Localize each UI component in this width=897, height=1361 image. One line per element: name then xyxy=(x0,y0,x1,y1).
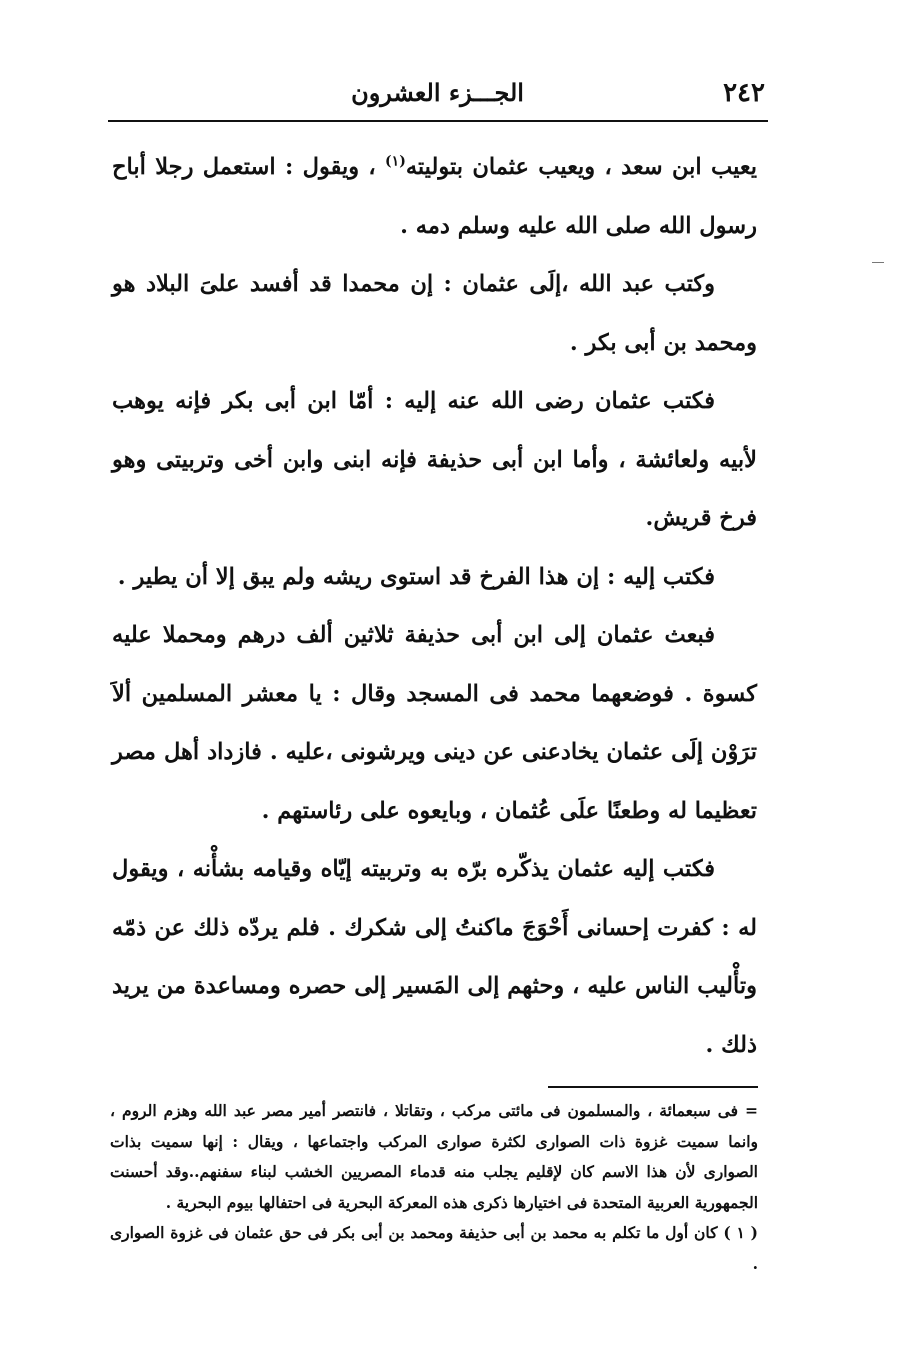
page-header xyxy=(110,72,765,118)
margin-mark xyxy=(872,262,884,263)
footnotes xyxy=(110,1096,758,1279)
footnote-continued: = فى سبعمائة ، والمسلمون فى مائتى مركب ، وتقاتلا ، فانتصر أمير مصر عبد الله وهزم الروم ، وانما سميت غزوة ذات الصوارى لكثرة صوارى المركب واجتماعها ، ويقال : إنها سميت بذات الصوارى لأن هذا الاسم كان لإقليم يجلب منه قدماء المصريين الخشب لبناء سفنهم..وقد أحسنت الجمهورية العربية المتحدة فى اختيارها ذكرى هذه المعركة البحرية فى احتفالها بيوم البحرية . xyxy=(110,1101,758,1212)
paragraph-3: فكتب عثمان رضى الله عنه إليه : أمّا ابن أبى بكر فإنه يوهب لأبيه ولعائشة ، وأما ابن أبى حذيفة فإنه ابنى وابن أخى وتربيتى وهو فرخ قريش. xyxy=(112,388,757,531)
paragraph-1-text: يعيب ابن سعد ، ويعيب عثمان بتوليته xyxy=(405,154,757,180)
header-rule xyxy=(108,120,768,122)
paragraph-6: فكتب إليه عثمان يذكّره برّه به وتربيته إيّاه وقيامه بشأْنه ، ويقول له : كفرت إحسانى أَحْوَجَ ماكنتُ إلى شكرك . فلم يردّه ذلك عن ذمّه وتأْليب الناس عليه ، وحثهم إلى المَسير إلى حصره ومساعدة من يريد ذلك . xyxy=(112,856,757,1058)
paragraph-4: فكتب إليه : إن هذا الفرخ قد استوى ريشه ولم يبق إلا أن يطير . xyxy=(117,563,715,590)
main-text xyxy=(112,138,757,1074)
footnote-1: ( ١ ) كان أول ما تكلم به محمد بن أبى حذيفة ومحمد بن أبى بكر فى حق عثمان فى غزوة الصوارى . xyxy=(110,1223,758,1273)
page-number: ٢٤٢ xyxy=(723,78,765,108)
paragraph-1 xyxy=(112,138,757,255)
paragraph-5: فبعث عثمان إلى ابن أبى حذيفة ثلاثين ألف درهم ومحملا عليه كسوة . فوضعهما محمد فى المسجد وقال : يا معشر المسلمين ألاَ ترَوْن إلَى عثمان يخادعنى عن دينى ويرشونى ،عليه . فازداد أهل مصر تعظيما له وطعنًا علَى عُثمان ، وبايعوه على رئاستهم . xyxy=(112,622,757,824)
footnote-rule xyxy=(548,1086,758,1088)
paragraph-2: وكتب عبد الله ،إلَى عثمان : إن محمدا قد أفسد علىَ البلاد هو ومحمد بن أبى بكر . xyxy=(112,271,757,356)
paragraph-1-text-cont: ، ويقول : استعمل رجلا أباح رسول الله صلى الله عليه وسلم دمه . xyxy=(112,154,757,239)
footnote-reference-1: (١) xyxy=(385,153,406,170)
running-head: الجـــزء العشرون xyxy=(351,78,524,107)
